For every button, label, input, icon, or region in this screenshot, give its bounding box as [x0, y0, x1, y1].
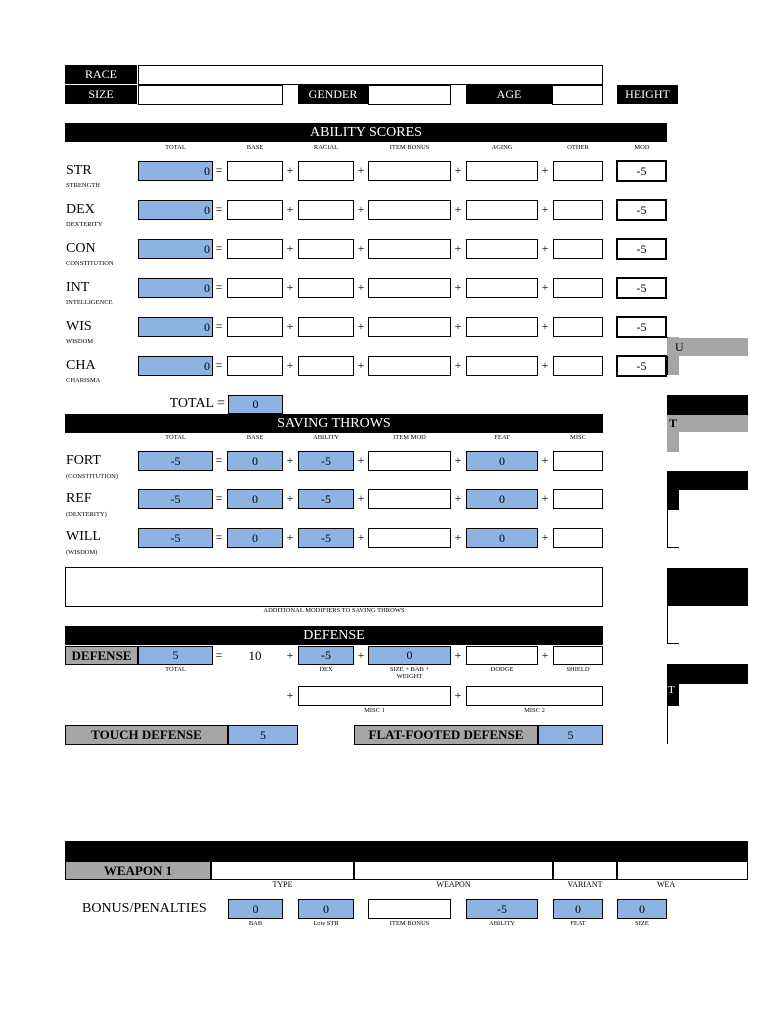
col-dodge: DODGE	[490, 666, 514, 673]
defense-base: 10	[248, 647, 262, 663]
ability-name: INTELLIGENCE	[66, 299, 113, 306]
save-feat: 0	[466, 489, 538, 509]
side-outline	[667, 510, 679, 548]
col-item-bonus: ITEM BONUS	[389, 144, 430, 151]
weapon-extra-input[interactable]	[617, 861, 748, 880]
size-field[interactable]	[138, 85, 283, 105]
side-black-stub	[667, 490, 679, 510]
plus-sign: +	[454, 648, 462, 662]
flat-footed-defense-label: FLAT-FOOTED DEFENSE	[354, 725, 538, 745]
plus-sign: +	[454, 688, 462, 702]
col-size: SIZE	[635, 920, 649, 927]
col-base: BASE	[246, 144, 264, 151]
additional-modifiers-label: ADDITIONAL MODIFIERS TO SAVING THROWS	[263, 607, 405, 614]
ability-other-input[interactable]	[553, 278, 603, 298]
col-total: TOTAL	[165, 144, 186, 151]
bonus-penalties-label: BONUS/PENALTIES	[82, 901, 207, 916]
col-bab: BAB	[248, 920, 263, 927]
race-field[interactable]	[138, 65, 603, 85]
save-total: -5	[138, 451, 213, 471]
ability-total: 0	[138, 239, 213, 259]
plus-sign: +	[541, 530, 549, 544]
defense-dodge-input[interactable]	[466, 646, 538, 665]
plus-sign: +	[286, 688, 294, 702]
ability-other-input[interactable]	[553, 200, 603, 220]
side-black-bar	[667, 664, 748, 684]
plus-sign: +	[541, 453, 549, 467]
save-total: -5	[138, 489, 213, 509]
ability-total-value: 0	[228, 395, 283, 414]
saving-throws-header: SAVING THROWS	[65, 414, 603, 433]
side-black-bar	[667, 471, 748, 490]
equals-sign: =	[215, 241, 223, 255]
plus-sign: +	[541, 491, 549, 505]
col-wea: WEA	[657, 880, 676, 889]
plus-sign: +	[454, 491, 462, 505]
col-dex: DEX	[319, 666, 333, 673]
plus-sign: +	[286, 491, 294, 505]
save-ability-sub: (WISDOM)	[66, 549, 98, 556]
side-black-block	[667, 568, 748, 606]
ability-aging-input[interactable]	[466, 200, 538, 220]
ability-base-input[interactable]	[227, 161, 283, 181]
plus-sign: +	[357, 202, 365, 216]
plus-sign: +	[357, 319, 365, 333]
save-ability: -5	[298, 489, 354, 509]
ability-aging-input[interactable]	[466, 356, 538, 376]
plus-sign: +	[454, 358, 462, 372]
ability-item-input[interactable]	[368, 356, 451, 376]
ability-item-input[interactable]	[368, 161, 451, 181]
plus-sign: +	[286, 280, 294, 294]
plus-sign: +	[454, 453, 462, 467]
ability-item-input[interactable]	[368, 200, 451, 220]
ability-abbr: CON	[66, 241, 96, 256]
weapon-type-input[interactable]	[211, 861, 354, 880]
ability-aging-input[interactable]	[466, 239, 538, 259]
save-base: 0	[227, 489, 283, 509]
plus-sign: +	[286, 241, 294, 255]
ability-base-input[interactable]	[227, 200, 283, 220]
ability-scores-header: ABILITY SCORES	[65, 123, 667, 142]
side-black-bar	[667, 395, 748, 415]
touch-defense-value: 5	[228, 725, 298, 745]
side-t-stub: T	[667, 684, 679, 706]
col-base: BASE	[246, 434, 264, 441]
defense-size: 0	[368, 646, 451, 665]
col-item-bonus: ITEM BONUS	[389, 920, 430, 927]
plus-sign: +	[286, 648, 294, 662]
defense-dex: -5	[298, 646, 354, 665]
ability-mod: -5	[616, 316, 667, 338]
ability-total: 0	[138, 200, 213, 220]
plus-sign: +	[541, 280, 549, 294]
side-u-bar: U	[667, 338, 748, 356]
plus-sign: +	[286, 530, 294, 544]
plus-sign: +	[454, 241, 462, 255]
ability-aging-input[interactable]	[466, 161, 538, 181]
col-misc2: MISC 2	[524, 707, 545, 714]
flat-footed-defense-value: 5	[538, 725, 603, 745]
ability-abbr: DEX	[66, 202, 95, 217]
equals-sign: =	[215, 453, 223, 467]
ability-racial-input[interactable]	[298, 356, 354, 376]
ability-base-input[interactable]	[227, 239, 283, 259]
side-t-bar: T	[667, 415, 748, 432]
save-misc-input[interactable]	[553, 451, 603, 471]
ability-base-input[interactable]	[227, 356, 283, 376]
save-base: 0	[227, 451, 283, 471]
ability-base-input[interactable]	[227, 278, 283, 298]
plus-sign: +	[541, 163, 549, 177]
save-item-input[interactable]	[368, 451, 451, 471]
plus-sign: +	[357, 358, 365, 372]
plus-sign: +	[454, 280, 462, 294]
save-base: 0	[227, 528, 283, 548]
ability-aging-input[interactable]	[466, 278, 538, 298]
equals-sign: =	[215, 491, 223, 505]
col-racial: RACIAL	[313, 144, 339, 151]
col-weapon: WEAPON	[436, 880, 471, 889]
plus-sign: +	[541, 319, 549, 333]
save-item-input[interactable]	[368, 489, 451, 509]
save-ability: -5	[298, 528, 354, 548]
ability-total: 0	[138, 278, 213, 298]
ability-total-label: TOTAL =	[169, 396, 225, 411]
ability-name: STRENGTH	[66, 182, 100, 189]
col-variant: VARIANT	[567, 880, 603, 889]
weapon-variant-input[interactable]	[553, 861, 617, 880]
ability-total: 0	[138, 161, 213, 181]
ability-name: WISDOM	[66, 338, 94, 345]
col-other: OTHER	[567, 144, 589, 151]
defense-shield-input[interactable]	[553, 646, 603, 665]
equals-sign: =	[215, 163, 223, 177]
plus-sign: +	[286, 453, 294, 467]
save-misc-input[interactable]	[553, 528, 603, 548]
plus-sign: +	[454, 163, 462, 177]
ability-mod: -5	[616, 199, 667, 221]
plus-sign: +	[286, 358, 294, 372]
save-name: REF	[66, 491, 92, 506]
ability-other-input[interactable]	[553, 356, 603, 376]
ability-mod: -5	[616, 160, 667, 182]
col-misc: MISC	[570, 434, 586, 441]
equals-sign: =	[215, 648, 223, 662]
weapon-lowstr: 0	[298, 899, 354, 919]
plus-sign: +	[541, 648, 549, 662]
weapon-item-bonus-input[interactable]	[368, 899, 451, 919]
save-name: FORT	[66, 453, 101, 468]
age-label: AGE	[466, 85, 552, 104]
side-gray-stub	[667, 432, 679, 452]
ability-racial-input[interactable]	[298, 161, 354, 181]
ability-abbr: STR	[66, 163, 92, 178]
plus-sign: +	[357, 453, 365, 467]
equals-sign: =	[215, 280, 223, 294]
ability-racial-input[interactable]	[298, 278, 354, 298]
save-ability-sub: (CONSTITUTION)	[66, 473, 118, 480]
col-total: TOTAL	[165, 434, 186, 441]
defense-header: DEFENSE	[65, 626, 603, 645]
col-feat: FEAT	[570, 920, 586, 927]
weapon-ability: -5	[466, 899, 538, 919]
ability-item-input[interactable]	[368, 278, 451, 298]
col-lowstr: Low STR	[313, 920, 339, 927]
ability-racial-input[interactable]	[298, 200, 354, 220]
defense-misc1-input[interactable]	[298, 686, 451, 706]
age-field[interactable]	[552, 85, 603, 105]
ability-abbr: WIS	[66, 319, 92, 334]
ability-other-input[interactable]	[553, 317, 603, 337]
plus-sign: +	[357, 241, 365, 255]
save-name: WILL	[66, 529, 101, 544]
ability-base-input[interactable]	[227, 317, 283, 337]
size-label: SIZE	[65, 85, 137, 104]
plus-sign: +	[454, 530, 462, 544]
ability-item-input[interactable]	[368, 239, 451, 259]
col-ability: ABILITY	[489, 920, 515, 927]
plus-sign: +	[357, 648, 365, 662]
side-outline	[667, 606, 679, 644]
race-label: RACE	[65, 65, 137, 84]
col-mod: MOD	[634, 144, 650, 151]
col-type: TYPE	[272, 880, 293, 889]
plus-sign: +	[286, 319, 294, 333]
col-misc1: MISC 1	[364, 707, 385, 714]
save-ability: -5	[298, 451, 354, 471]
save-total: -5	[138, 528, 213, 548]
ability-abbr: CHA	[66, 358, 96, 373]
plus-sign: +	[541, 202, 549, 216]
save-ability-sub: (DEXTERITY)	[66, 511, 107, 518]
defense-misc2-input[interactable]	[466, 686, 603, 706]
plus-sign: +	[357, 491, 365, 505]
col-aging: AGING	[491, 144, 513, 151]
plus-sign: +	[454, 319, 462, 333]
weapon-feat: 0	[553, 899, 603, 919]
equals-sign: =	[215, 202, 223, 216]
ability-aging-input[interactable]	[466, 317, 538, 337]
ability-racial-input[interactable]	[298, 239, 354, 259]
side-outline	[667, 706, 679, 744]
ability-abbr: INT	[66, 280, 90, 295]
ability-mod: -5	[616, 355, 667, 377]
col-ability: ABILITY	[313, 434, 339, 441]
ability-total: 0	[138, 317, 213, 337]
save-misc-input[interactable]	[553, 489, 603, 509]
equals-sign: =	[215, 358, 223, 372]
plus-sign: +	[454, 202, 462, 216]
defense-total: 5	[138, 646, 213, 665]
col-item-mod: ITEM MOD	[393, 434, 426, 441]
plus-sign: +	[541, 358, 549, 372]
ability-name: CHARISMA	[66, 377, 101, 384]
touch-defense-label: TOUCH DEFENSE	[65, 725, 228, 745]
save-feat: 0	[466, 451, 538, 471]
equals-sign: =	[215, 530, 223, 544]
ability-other-input[interactable]	[553, 161, 603, 181]
ability-racial-input[interactable]	[298, 317, 354, 337]
col-size-bab-weight: SIZE + BAB + WEIGHT	[389, 666, 430, 680]
save-feat: 0	[466, 528, 538, 548]
plus-sign: +	[286, 163, 294, 177]
gender-field[interactable]	[368, 85, 451, 105]
ability-other-input[interactable]	[553, 239, 603, 259]
plus-sign: +	[357, 530, 365, 544]
plus-sign: +	[357, 163, 365, 177]
weapon-name-input[interactable]	[354, 861, 553, 880]
additional-modifiers-textarea[interactable]	[65, 567, 603, 607]
ability-name: CONSTITUTION	[66, 260, 114, 267]
weapon-header-bar	[65, 841, 748, 861]
save-item-input[interactable]	[368, 528, 451, 548]
gender-label: GENDER	[298, 85, 368, 104]
ability-name: DEXTERITY	[66, 221, 103, 228]
weapon-bab: 0	[228, 899, 283, 919]
equals-sign: =	[215, 319, 223, 333]
plus-sign: +	[286, 202, 294, 216]
defense-label: DEFENSE	[65, 646, 138, 665]
weapon-size: 0	[617, 899, 667, 919]
height-label: HEIGHT	[617, 85, 678, 104]
col-feat: FEAT	[494, 434, 510, 441]
ability-mod: -5	[616, 277, 667, 299]
plus-sign: +	[357, 280, 365, 294]
col-shield: SHIELD	[566, 666, 590, 673]
ability-item-input[interactable]	[368, 317, 451, 337]
plus-sign: +	[541, 241, 549, 255]
ability-mod: -5	[616, 238, 667, 260]
ability-total: 0	[138, 356, 213, 376]
col-total: TOTAL	[165, 666, 186, 673]
weapon-label: WEAPON 1	[65, 861, 211, 880]
